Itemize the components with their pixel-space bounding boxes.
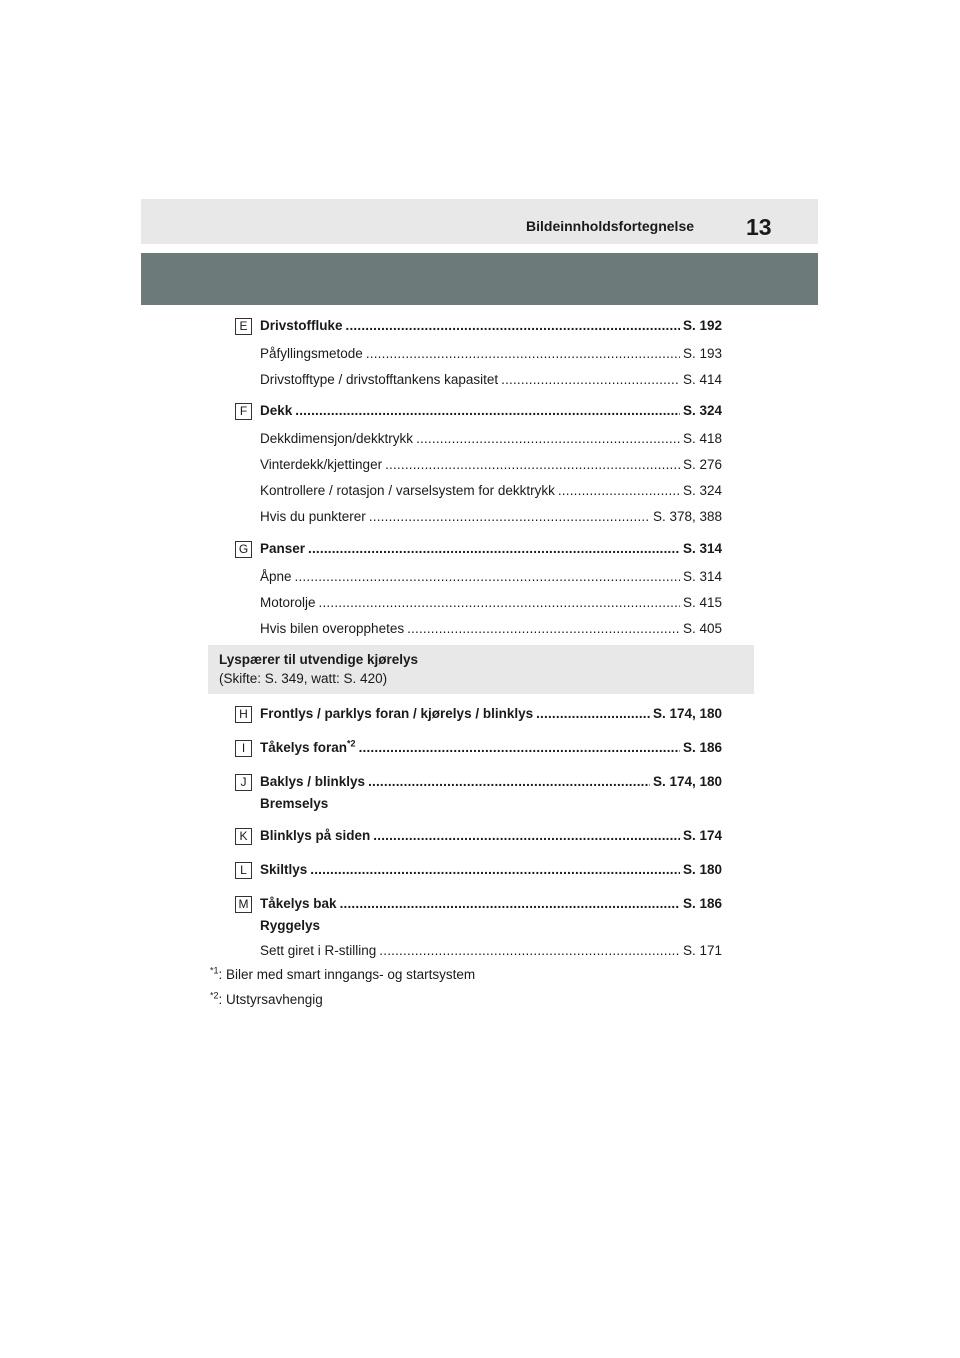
toc-entry-page: S. 174, 180 [652,774,722,789]
toc-entry-page: S. 324 [682,403,722,418]
footnote-1 [210,966,475,984]
toc-entry-label: Frontlys / parklys foran / kjørelys / blinklys [260,706,534,721]
toc-entry-page: S. 314 [682,541,722,556]
index-box-l: L [235,862,252,879]
toc-subentry[interactable] [260,371,722,389]
toc-subentry-label: Kontrollere / rotasjon / varselsystem for dekktrykk [260,483,555,498]
toc-subentry[interactable] [260,568,722,586]
section-band [141,253,818,305]
toc-subentry[interactable] [260,594,722,612]
index-box-k: K [235,828,252,845]
toc-subentry[interactable] [260,430,722,448]
toc-subentry-label: Dekkdimensjon/dekktrykk [260,431,414,446]
toc-entry-dekk[interactable] [260,402,722,420]
footnote-2 [210,991,323,1009]
index-box-m: M [235,896,252,913]
toc-entry-extra: Ryggelys [260,918,321,933]
toc-entry-page: S. 186 [682,740,722,755]
toc-subentry-label: Vinterdekk/kjettinger [260,457,383,472]
toc-subentry[interactable] [260,942,722,960]
footnote-ref: *2 [347,738,356,749]
toc-subentry[interactable] [260,456,722,474]
toc-subentry-page: S. 405 [682,621,722,636]
toc-subentry-page: S. 276 [682,457,722,472]
lights-box-heading: Lyspærer til utvendige kjørelys [219,652,419,667]
toc-entry-page: S. 174 [682,828,722,843]
toc-subentry-page: S. 324 [682,483,722,498]
toc-subentry-label: Hvis bilen overopphetes [260,621,405,636]
page-number: 13 [746,214,772,240]
index-box-e: E [235,318,252,335]
toc-entry-label: Blinklys på siden [260,828,371,843]
toc-subentry-label: Påfyllingsmetode [260,346,363,361]
index-box-h: H [235,706,252,723]
footnote-mark: *2 [210,990,219,1001]
index-box-i: I [235,740,252,757]
toc-entry-page: S. 174, 180 [652,706,722,721]
toc-entry-blinklys-siden[interactable] [260,827,722,845]
toc-subentry-page: S. 418 [682,431,722,446]
toc-subentry-page: S. 171 [682,943,722,958]
toc-subentry[interactable] [260,482,722,500]
toc-entry-drivstoffluke[interactable] [260,317,722,335]
toc-subentry-page: S. 414 [682,372,722,387]
toc-entry-page: S. 192 [682,318,722,333]
lights-box-subtext: (Skifte: S. 349, watt: S. 420) [219,671,388,686]
header-title: Bildeinnholdsfortegnelse [526,218,695,234]
toc-entry-label: Dekk [260,403,293,418]
toc-entry-extra: Bremselys [260,796,329,811]
toc-entry-label: Tåkelys bak [260,896,337,911]
lights-info-box [208,645,754,694]
toc-subentry-label: Hvis du punkterer [260,509,366,524]
toc-entry-label: Baklys / blinklys [260,774,366,789]
toc-entry-frontlys[interactable] [260,705,722,723]
toc-subentry[interactable] [260,345,722,363]
toc-entry-skiltlys[interactable] [260,861,722,879]
toc-subentry-page: S. 314 [682,569,722,584]
footnote-text: : Biler med smart inngangs- og startsystem [218,967,476,982]
toc-subentry-page: S. 193 [682,346,722,361]
toc-entry-text: Tåkelys foran [260,740,348,755]
toc-entry-label: Panser [260,541,306,556]
toc-entry-page: S. 186 [682,896,722,911]
footnote-text: : Utstyrsavhengig [218,992,323,1007]
index-box-j: J [235,774,252,791]
toc-subentry[interactable] [260,508,722,526]
toc-subentry-page: S. 415 [682,595,722,610]
index-box-g: G [235,541,252,558]
toc-subentry-label: Drivstofftype / drivstofftankens kapasitet [260,372,499,387]
toc-subentry-label: Åpne [260,569,292,584]
toc-entry-label [260,739,356,757]
toc-subentry-page: S. 378, 388 [652,509,722,524]
toc-entry-label: Skiltlys [260,862,308,877]
toc-subentry-label: Motorolje [260,595,316,610]
toc-entry-panser[interactable] [260,540,722,558]
footnote-mark: *1 [210,965,219,976]
index-box-f: F [235,403,252,420]
toc-entry-page: S. 180 [682,862,722,877]
toc-entry-label: Drivstoffluke [260,318,343,333]
toc-subentry[interactable] [260,620,722,638]
header-bar [141,199,818,244]
toc-entry-takelys-bak[interactable] [260,895,722,913]
toc-entry-baklys[interactable] [260,773,722,791]
toc-subentry-label: Sett giret i R-stilling [260,943,377,958]
toc-entry-takelys-foran[interactable] [260,739,722,757]
